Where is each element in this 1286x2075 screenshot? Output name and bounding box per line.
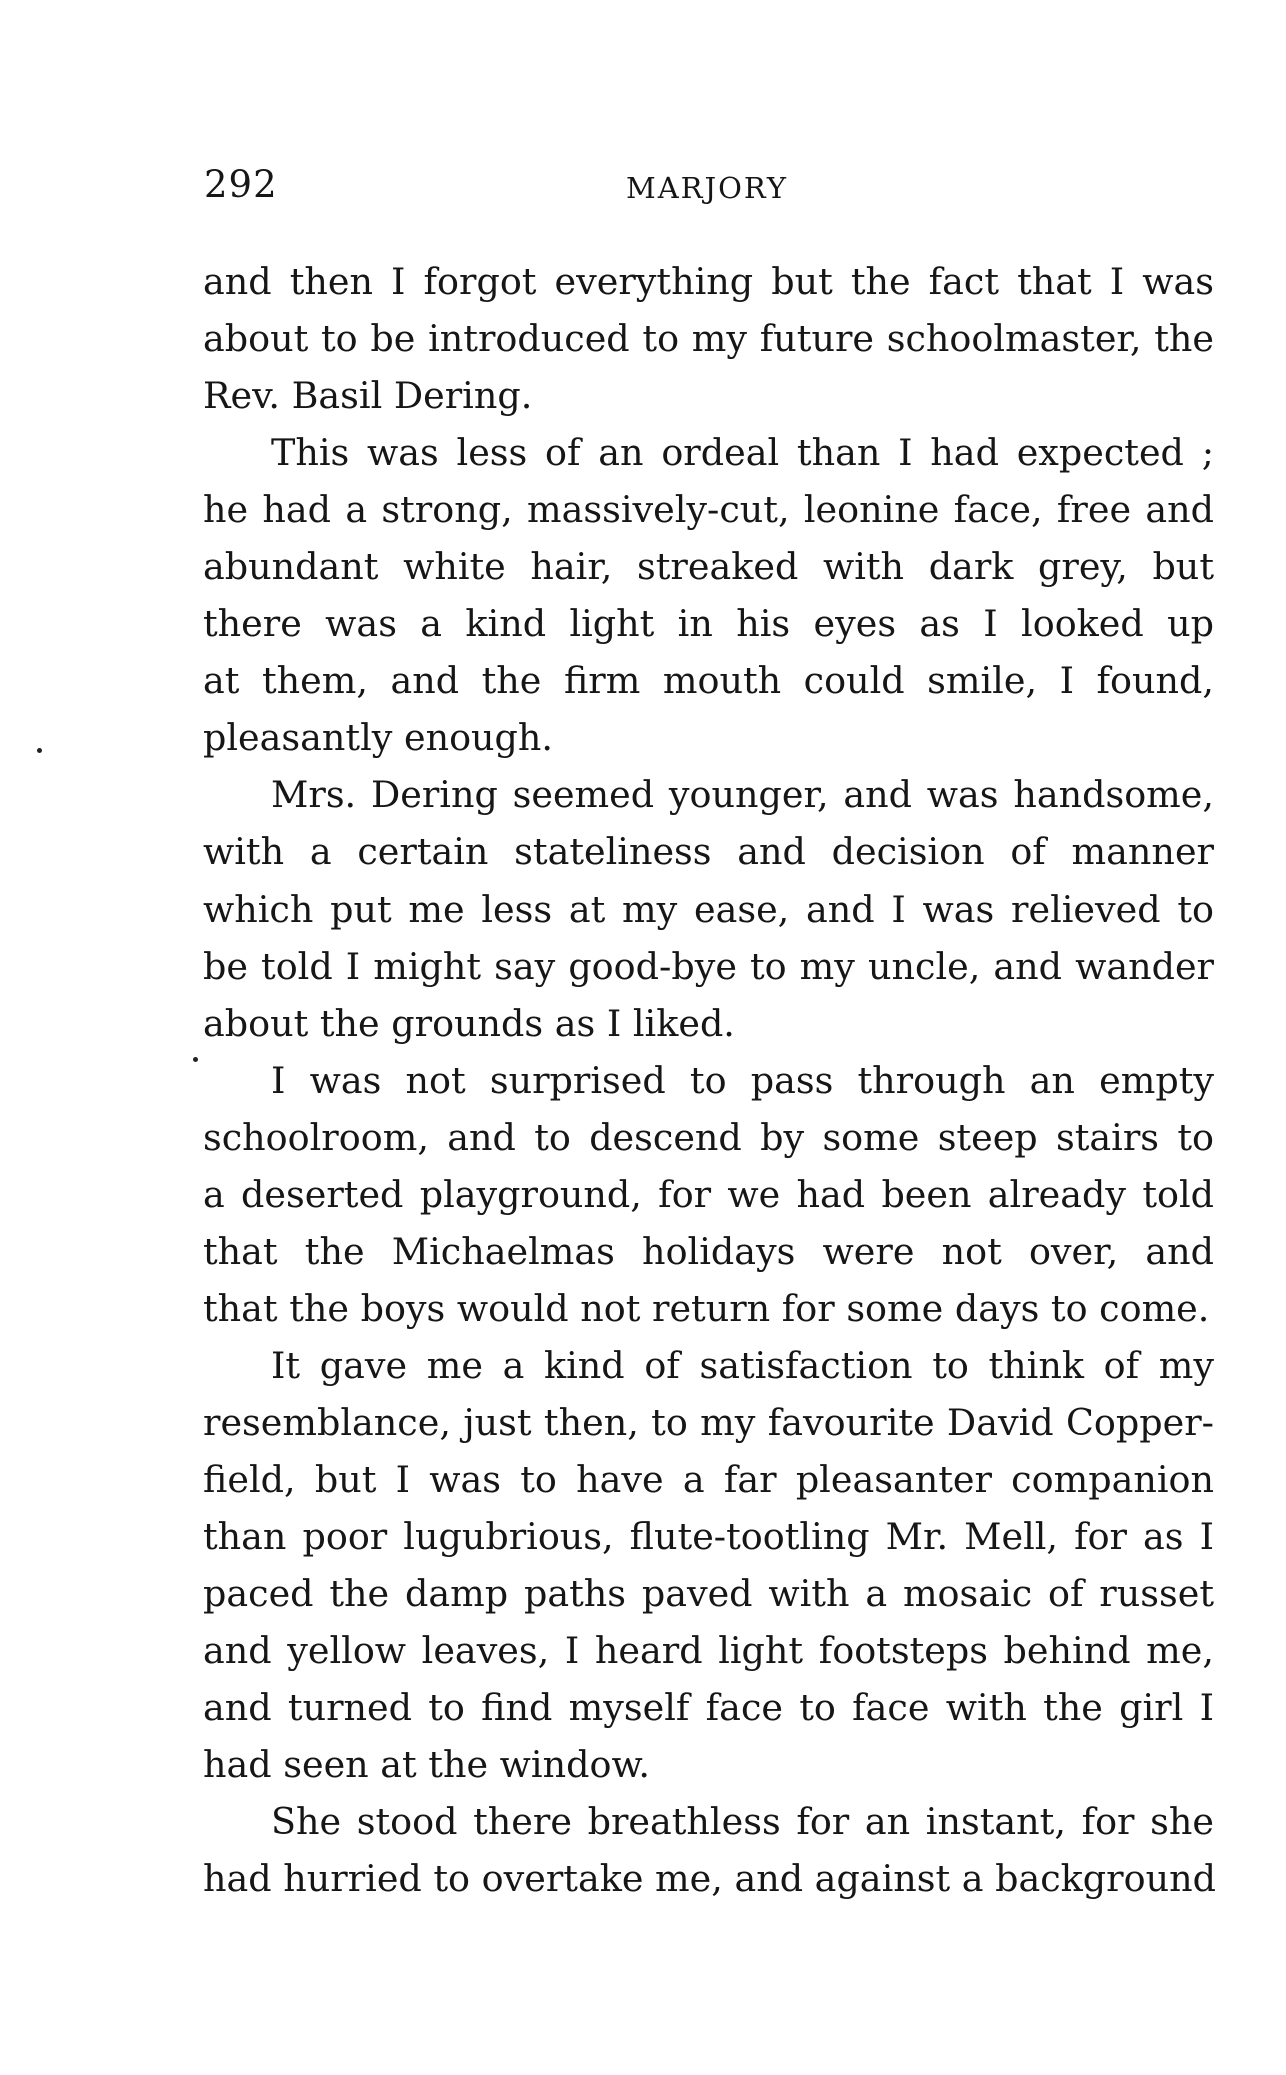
- text-line: field, but I was to have a far pleasanter companion: [203, 1457, 1214, 1501]
- text-line: resemblance, just then, to my favourite David Copper-: [203, 1400, 1214, 1444]
- text-line: It gave me a kind of satisfaction to think of my: [271, 1343, 1214, 1387]
- text-line: that the Michaelmas holidays were not over, and: [203, 1229, 1214, 1273]
- text-line: a deserted playground, for we had been already told: [203, 1172, 1214, 1216]
- text-line: be told I might say good-bye to my uncle, and wander: [203, 944, 1214, 988]
- text-block: [203, 253, 1214, 1907]
- text-line: which put me less at my ease, and I was relieved to: [203, 887, 1214, 931]
- text-line: and yellow leaves, I heard light footsteps behind me,: [203, 1629, 1214, 1673]
- text-line: about to be introduced to my future schoolmaster, the: [203, 317, 1214, 361]
- margin-speck: [193, 1057, 198, 1062]
- text-line: there was a kind light in his eyes as I looked up: [203, 602, 1214, 646]
- text-line: at them, and the firm mouth could smile, I found,: [203, 659, 1214, 703]
- text-line: abundant white hair, streaked with dark grey, but: [203, 545, 1214, 589]
- margin-speck: [37, 748, 42, 753]
- text-line: I was not surprised to pass through an empty: [271, 1058, 1214, 1102]
- text-line: schoolroom, and to descend by some steep stairs to: [203, 1115, 1214, 1159]
- page-number: 292: [204, 163, 278, 206]
- text-line: had seen at the window.: [203, 1743, 650, 1787]
- text-line: She stood there breathless for an instant, for she: [271, 1800, 1214, 1844]
- text-line: This was less of an ordeal than I had expected ;: [271, 431, 1214, 475]
- running-head: MARJORY: [626, 171, 788, 205]
- text-line: had hurried to overtake me, and against a background: [203, 1857, 1216, 1901]
- text-line: and then I forgot everything but the fact that I was: [203, 260, 1214, 303]
- text-line: paced the damp paths paved with a mosaic of russet: [203, 1572, 1214, 1616]
- text-line: that the boys would not return for some days to come.: [203, 1286, 1210, 1330]
- text-line: Rev. Basil Dering.: [203, 374, 533, 418]
- text-line: Mrs. Dering seemed younger, and was handsome,: [271, 773, 1214, 817]
- text-line: he had a strong, massively-cut, leonine face, free and: [203, 488, 1214, 532]
- text-line: pleasantly enough.: [203, 716, 554, 760]
- text-line: than poor lugubrious, flute-tootling Mr. Mell, for as I: [203, 1515, 1214, 1559]
- text-line: about the grounds as I liked.: [203, 1001, 735, 1045]
- text-line: and turned to find myself face to face with the girl I: [203, 1686, 1214, 1730]
- text-line: with a certain stateliness and decision of manner: [203, 830, 1214, 874]
